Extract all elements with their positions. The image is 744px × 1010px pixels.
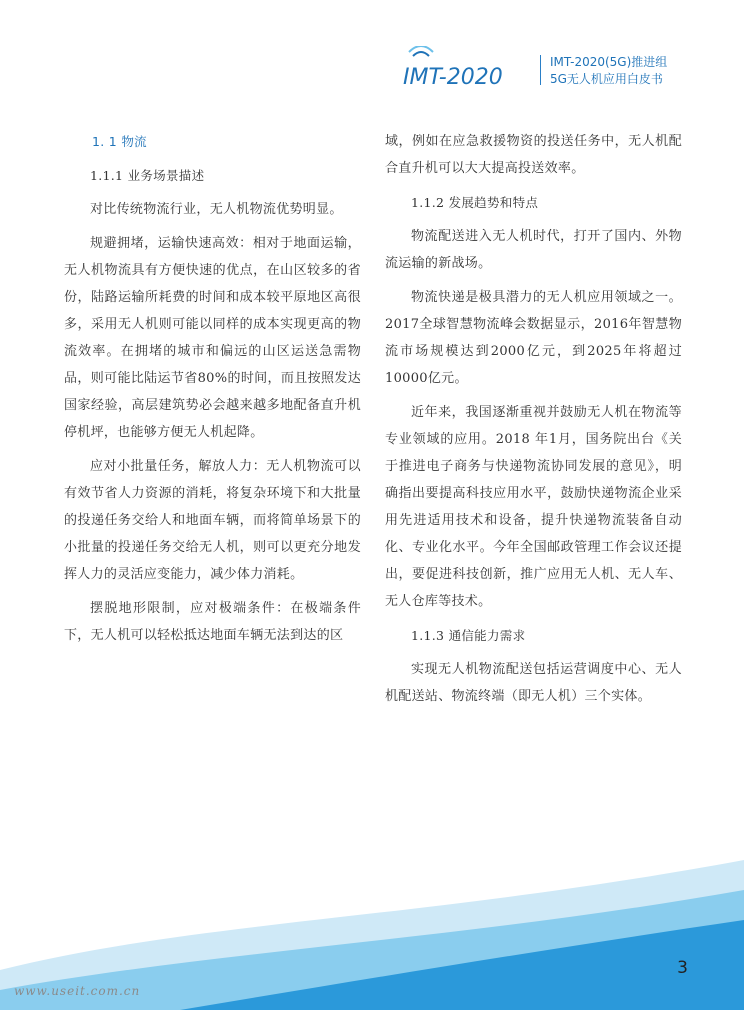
paragraph-continued: 域，例如在应急救援物资的投送任务中，无人机配合直升机可以大大提高投送效率。 — [385, 134, 682, 176]
header-title — [550, 54, 667, 88]
paragraph: 对比传统物流行业，无人机物流优势明显。 — [90, 202, 343, 217]
subsection-heading: 1.1.2 发展趋势和特点 — [411, 195, 539, 210]
page-header — [0, 0, 744, 110]
left-column — [64, 128, 361, 656]
header-divider — [540, 55, 541, 85]
section-heading: 1. 1 物流 — [92, 134, 147, 149]
page-number: 3 — [677, 958, 688, 978]
logo-text: IMT-2020 — [403, 65, 503, 90]
subsection-heading: 1.1.3 通信能力需求 — [411, 628, 526, 643]
footer-wave-decoration — [0, 800, 744, 1010]
paragraph: 物流配送进入无人机时代，打开了国内、外物流运输的新战场。 — [385, 229, 682, 271]
paragraph: 应对小批量任务，解放人力：无人机物流可以有效节省人力资源的消耗，将复杂环境下和大批量的投递任务交给人和地面车辆，而将简单场景下的小批量的投递任务交给无人机，则可以更充分地发挥人力的灵活应变能力，减少体力消耗。 — [64, 459, 361, 582]
paragraph: 规避拥堵，运输快速高效：相对于地面运输，无人机物流具有方便快速的优点，在山区较多的省份，陆路运输所耗费的时间和成本较平原地区高很多，采用无人机则可能以同样的成本实现更高的物流效率。在拥堵的城市和偏远的山区运送急需物品，则可能比陆运节省80%的时间，而且按照发达国家经验，高层建筑势必会越来越多地配备直升机停机坪，也能够方便无人机起降。 — [64, 236, 361, 440]
paragraph: 摆脱地形限制，应对极端条件：在极端条件下，无人机可以轻松抵达地面车辆无法到达的区 — [64, 601, 361, 643]
watermark: www.useit.com.cn — [14, 984, 141, 998]
header-line-1: IMT-2020(5G)推进组 — [550, 55, 668, 69]
paragraph: 物流快递是极具潜力的无人机应用领域之一。2017全球智慧物流峰会数据显示，2016年智慧物流市场规模达到2000亿元，到2025年将超过10000亿元。 — [385, 290, 682, 386]
paragraph: 近年来，我国逐渐重视并鼓励无人机在物流等专业领域的应用。2018 年1月，国务院出台《关于推进电子商务与快递物流协同发展的意见》，明确指出要提高科技应用水平，鼓励快递物流企业采用先进适用技术和设备，提升快递物流装备自动化、专业化水平。今年全国邮政管理工作会议还提出，要促进科技创新，推广应用无人机、无人车、无人仓库等技术。 — [385, 405, 682, 609]
header-line-2: 5G无人机应用白皮书 — [550, 72, 663, 86]
imt2020-logo — [395, 46, 535, 94]
subsection-heading: 1.1.1 业务场景描述 — [90, 168, 205, 183]
paragraph: 实现无人机物流配送包括运营调度中心、无人机配送站、物流终端（即无人机）三个实体。 — [385, 662, 682, 704]
right-column — [385, 128, 682, 717]
